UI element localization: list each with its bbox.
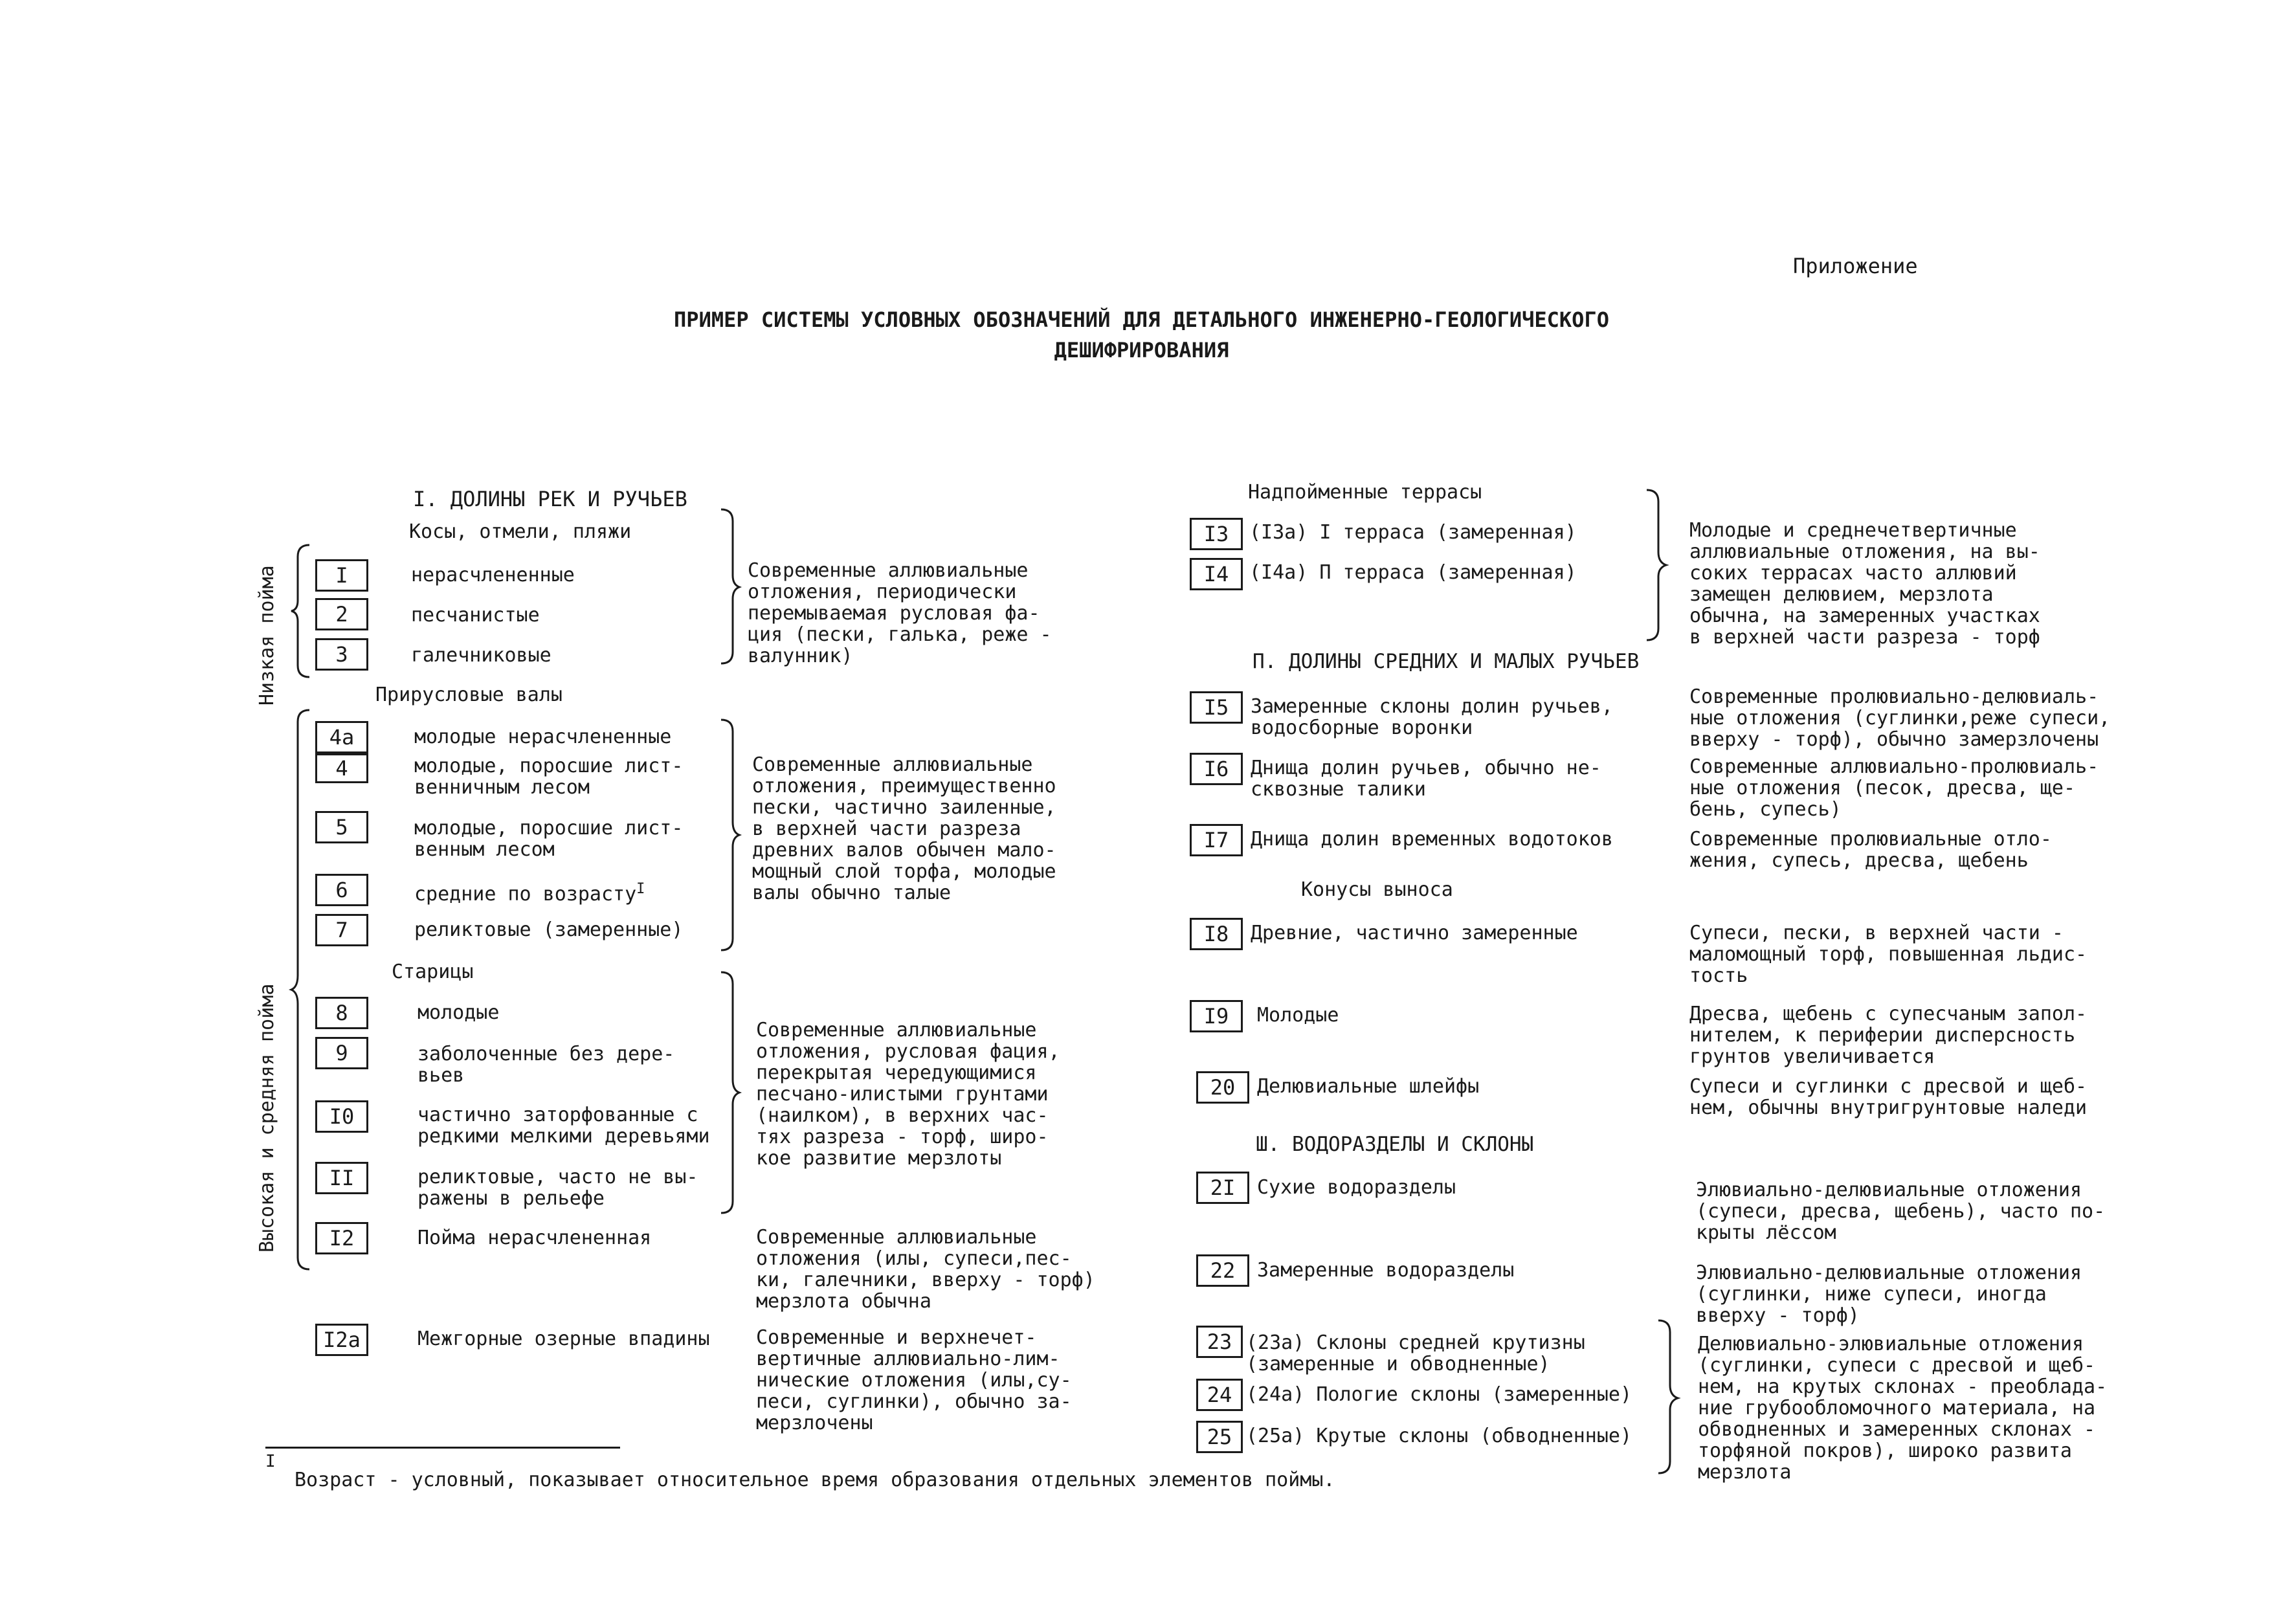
- section-heading-streams: П. ДОЛИНЫ СРЕДНИХ И МАЛЫХ РУЧЬЕВ: [1253, 650, 1640, 673]
- footnote-rule: [265, 1447, 620, 1449]
- footnote-ref: I: [636, 881, 645, 897]
- legend-label-14: (I4а) П терраса (замеренная): [1249, 561, 1577, 584]
- legend-label-22: Замеренные водоразделы: [1257, 1259, 1515, 1282]
- bracket-levees: [720, 718, 746, 955]
- legend-box-20: 20: [1196, 1071, 1249, 1104]
- section-heading-watersheds: Ш. ВОДОРАЗДЕЛЫ И СКЛОНЫ: [1256, 1133, 1534, 1156]
- legend-box-16: I6: [1190, 753, 1243, 785]
- legend-box-9: 9: [315, 1037, 368, 1069]
- appendix-label: Приложение: [1793, 254, 1918, 278]
- footnote-marker: I: [265, 1452, 276, 1471]
- bracket-slopes: [1657, 1319, 1686, 1478]
- legend-box-11: II: [315, 1162, 368, 1194]
- legend-box-5: 5: [315, 811, 368, 843]
- legend-label-16: Днища долин ручьев, обычно не- сквозные талики: [1251, 757, 1601, 801]
- description-12a: Современные и верхнечет- вертичные аллювиально-лим- нические отложения (илы,су- песи, суглинки), обычно за- мерзлочены: [756, 1326, 1072, 1434]
- legend-label-4a: молодые нерасчлененные: [414, 726, 672, 748]
- legend-box-7: 7: [315, 914, 368, 946]
- legend-label-7: реликтовые (замеренные): [414, 918, 684, 941]
- legend-label-13: (I3а) I терраса (замеренная): [1249, 521, 1577, 544]
- legend-label-15: Замеренные склоны долин ручьев, водосборные воронки: [1251, 695, 1613, 739]
- legend-label-19: Молодые: [1257, 1004, 1339, 1027]
- description-18: Супеси, пески, в верхней части - маломощный торф, повышенная льдис- тость: [1689, 922, 2088, 987]
- group-spits-heading: Косы, отмели, пляжи: [409, 520, 632, 543]
- legend-label-12: Пойма нерасчлененная: [418, 1227, 652, 1249]
- legend-label-20: Делювиальные шлейфы: [1257, 1075, 1480, 1098]
- footnote-text: Возраст - условный, показывает относительное время образования отдельных элементов поймы.: [295, 1469, 1335, 1491]
- side-label-high-floodplain: Высокая и средняя пойма: [256, 983, 278, 1252]
- legend-label-1: нерасчлененные: [411, 564, 575, 586]
- description-spits: Современные аллювиальные отложения, периодически перемываемая русловая фа- ция (пески, галька, реже - валунник): [748, 559, 1052, 667]
- legend-box-8: 8: [315, 997, 368, 1029]
- group-fans-heading: Конусы выноса: [1301, 878, 1453, 901]
- legend-label-9: заболоченные без дере- вьев: [418, 1043, 675, 1087]
- group-oxbows-heading: Старицы: [392, 961, 474, 983]
- legend-label-8: молодые: [418, 1001, 500, 1024]
- legend-label-3: галечниковые: [411, 644, 551, 667]
- page-title: ПРИМЕР СИСТЕМЫ УСЛОВНЫХ ОБОЗНАЧЕНИЙ ДЛЯ ДЕТАЛЬНОГО ИНЖЕНЕРНО-ГЕОЛОГИЧЕСКОГО: [674, 307, 1609, 332]
- legend-box-1: I: [315, 559, 368, 592]
- legend-box-4: 4: [315, 753, 368, 783]
- legend-label-11: реликтовые, часто не вы- ражены в рельефе: [418, 1166, 698, 1210]
- legend-label-10: частично заторфованные с редкими мелкими деревьями: [418, 1104, 710, 1148]
- description-17: Современные пролювиальные отло- жения, супесь, дресва, щебень: [1689, 828, 2052, 872]
- legend-box-4a: 4а: [315, 721, 368, 753]
- description-12: Современные аллювиальные отложения (илы, супеси,пес- ки, галечники, вверху - торф) мерзлота обычна: [756, 1226, 1095, 1313]
- description-21: Элювиально-делювиальные отложения (супеси, дресва, щебень), часто по- крыты лёссом: [1696, 1179, 2106, 1244]
- description-22: Элювиально-делювиальные отложения (суглинки, ниже супеси, иногда вверху - торф): [1696, 1262, 2082, 1327]
- bracket-oxbows: [720, 971, 746, 1217]
- legend-box-19: I9: [1190, 1000, 1243, 1032]
- description-terraces: Молодые и среднечетвертичные аллювиальные отложения, на вы- соких террасах часто аллювий замещен делювием, мерзлота обычна, на замеренных участках в верхней части разреза - торф: [1689, 519, 2040, 649]
- description-19: Дресва, щебень с супесчаным запол- нителем, к периферии дисперсность грунтов увеличивается: [1689, 1003, 2088, 1068]
- legend-box-6: 6: [315, 874, 368, 906]
- page-subtitle: ДЕШИФРИРОВАНИЯ: [1054, 338, 1229, 362]
- legend-box-2: 2: [315, 598, 368, 630]
- bracket-low-floodplain: [290, 544, 316, 680]
- description-oxbows: Современные аллювиальные отложения, русловая фация, перекрытая чередующимися песчано-илистыми грунтами (наилком), в верхних час- тях разреза - торф, широ- кое развитие мерзлоты: [756, 1019, 1060, 1170]
- legend-label-12a: Межгорные озерные впадины: [418, 1328, 710, 1350]
- legend-label-17: Днища долин временных водотоков: [1251, 828, 1613, 851]
- bracket-terraces: [1645, 489, 1675, 644]
- legend-label-25: (25а) Крутые склоны (обводненные): [1246, 1425, 1632, 1447]
- legend-box-23: 23: [1196, 1326, 1243, 1358]
- legend-box-17: I7: [1190, 824, 1243, 856]
- legend-label-4: молодые, поросшие лист- венничным лесом: [414, 755, 684, 799]
- section-heading-rivers: I. ДОЛИНЫ РЕК И РУЧЬЕВ: [413, 487, 687, 511]
- legend-label-21: Сухие водоразделы: [1257, 1176, 1456, 1199]
- legend-box-21: 2I: [1196, 1172, 1249, 1204]
- legend-box-10: I0: [315, 1100, 368, 1133]
- side-label-low-floodplain: Низкая пойма: [256, 565, 278, 706]
- group-terraces-heading: Надпойменные террасы: [1248, 481, 1482, 504]
- description-slopes: Делювиально-элювиальные отложения (суглинки, супеси с дресвой и щеб- нем, на крутых склонах - преоблада- ние грубообломочного материала, на обводненных и замеренных склонах - торфяной покров), широко развита мерзлота: [1698, 1333, 2108, 1484]
- legend-box-3: 3: [315, 638, 368, 671]
- legend-label-2: песчанистые: [411, 604, 540, 627]
- description-20: Супеси и суглинки с дресвой и щеб- нем, обычны внутригрунтовые наледи: [1689, 1075, 2088, 1119]
- group-levees-heading: Прирусловые валы: [375, 684, 562, 706]
- legend-label-6: средние по возрасту$^I$: [414, 881, 645, 906]
- legend-box-18: I8: [1190, 918, 1243, 950]
- legend-label-24: (24а) Пологие склоны (замеренные): [1246, 1383, 1632, 1406]
- legend-box-24: 24: [1196, 1379, 1243, 1411]
- legend-box-22: 22: [1196, 1254, 1249, 1287]
- bracket-spits: [720, 508, 746, 667]
- legend-label-23: (23а) Склоны средней крутизны (замеренные и обводненные): [1246, 1331, 1585, 1375]
- legend-box-14: I4: [1190, 558, 1243, 590]
- bracket-high-floodplain: [290, 709, 316, 1272]
- legend-box-25: 25: [1196, 1421, 1243, 1453]
- description-levees: Современные аллювиальные отложения, преимущественно пески, частично заиленные, в верхней части разреза древних валов обычен мало- мощный слой торфа, молодые валы обычно талые: [752, 753, 1056, 904]
- description-16: Современные аллювиально-пролювиаль- ные отложения (песок, дресва, ще- бень, супесь): [1689, 755, 2099, 821]
- legend-label-18: Древние, частично замеренные: [1251, 922, 1578, 944]
- description-15: Современные пролювиально-делювиаль- ные отложения (суглинки,реже супеси, вверху - торф), обычно замерзлочены: [1689, 685, 2111, 751]
- legend-box-12a: I2а: [315, 1324, 368, 1356]
- legend-label-5: молодые, поросшие лист- венным лесом: [414, 817, 684, 861]
- legend-box-13: I3: [1190, 518, 1243, 550]
- legend-box-15: I5: [1190, 691, 1243, 724]
- legend-box-12: I2: [315, 1222, 368, 1254]
